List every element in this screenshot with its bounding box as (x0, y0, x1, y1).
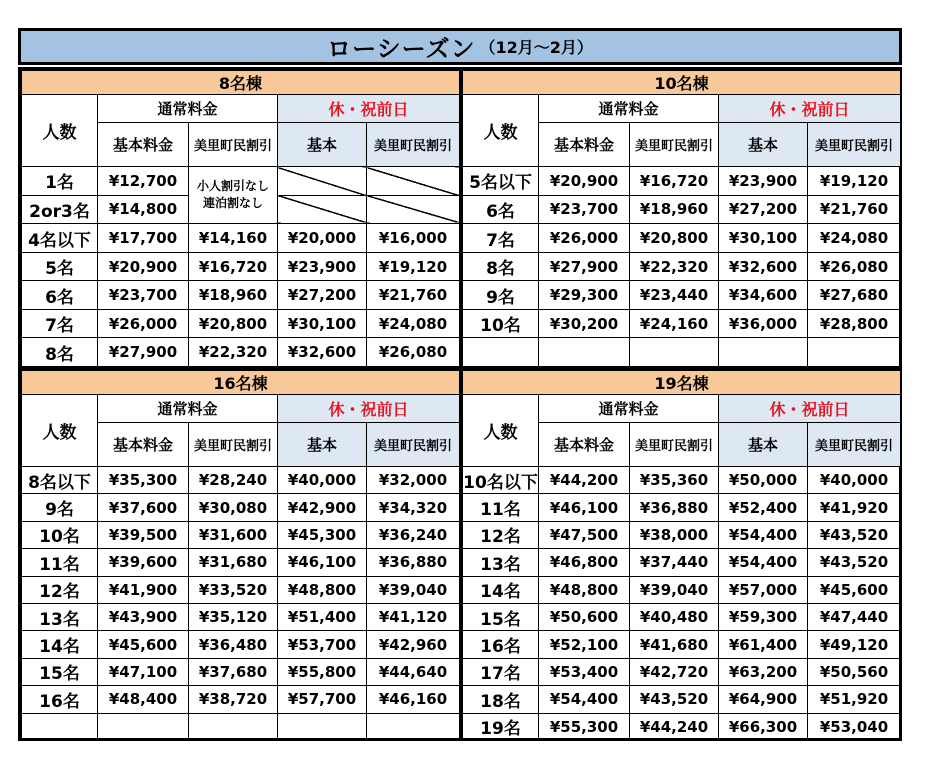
holiday-discount-cell: ¥24,080 (367, 309, 460, 338)
persons-cell: 8名 (22, 338, 98, 367)
rate-table (21, 70, 460, 367)
persons-cell: 7名 (463, 224, 539, 253)
persons-cell: 10名以下 (463, 467, 539, 494)
base-fee-cell: ¥27,900 (539, 252, 630, 281)
base-fee-cell: ¥47,100 (98, 658, 189, 685)
holiday-base-cell: ¥23,900 (278, 252, 367, 281)
persons-cell: 13名 (22, 603, 98, 630)
holiday-base-cell (719, 338, 808, 367)
holiday-base-cell: ¥20,000 (278, 224, 367, 253)
holiday-discount-header: 美里町民割引 (808, 123, 901, 167)
header-row (22, 95, 460, 123)
discount-cell: ¥18,960 (189, 281, 278, 310)
holiday-discount-cell: ¥28,800 (808, 309, 901, 338)
persons-cell: 14名 (463, 576, 539, 603)
table-row (463, 713, 901, 740)
discount-cell: ¥38,000 (630, 521, 719, 548)
holiday-discount-cell: ¥24,080 (808, 224, 901, 253)
table-row (22, 467, 460, 494)
table-row (463, 338, 901, 367)
table-row (22, 167, 460, 196)
base-fee-cell: ¥43,900 (98, 603, 189, 630)
discount-cell: ¥42,720 (630, 658, 719, 685)
discount-cell: ¥31,600 (189, 521, 278, 548)
base-fee-cell: ¥39,500 (98, 521, 189, 548)
table-row (463, 309, 901, 338)
base-fee-cell: ¥17,700 (98, 224, 189, 253)
season-title (18, 28, 902, 65)
discount-cell: ¥39,040 (630, 576, 719, 603)
persons-cell (22, 713, 98, 740)
discount-cell (189, 713, 278, 740)
base-fee-cell: ¥48,800 (539, 576, 630, 603)
discount-cell: ¥35,120 (189, 603, 278, 630)
discount-cell: ¥44,240 (630, 713, 719, 740)
base-fee-cell: ¥41,900 (98, 576, 189, 603)
holiday-discount-cell: ¥47,440 (808, 603, 901, 630)
persons-cell: 18名 (463, 686, 539, 713)
discount-cell: ¥22,320 (189, 338, 278, 367)
holiday-discount-cell: ¥53,040 (808, 713, 901, 740)
table-row (22, 252, 460, 281)
persons-cell: 15名 (22, 658, 98, 685)
holiday-base-cell: ¥59,300 (719, 603, 808, 630)
persons-cell: 13名 (463, 549, 539, 576)
table-row (463, 224, 901, 253)
holiday-discount-cell: ¥51,920 (808, 686, 901, 713)
rate-table (462, 370, 901, 741)
block-name-row (22, 371, 460, 395)
persons-cell: 12名 (22, 576, 98, 603)
base-fee-cell: ¥26,000 (539, 224, 630, 253)
discount-cell: ¥20,800 (630, 224, 719, 253)
table-row (22, 658, 460, 685)
block-name-row (463, 371, 901, 395)
base-fee-cell: ¥54,400 (539, 686, 630, 713)
header-row (463, 95, 901, 123)
table-row (463, 467, 901, 494)
discount-cell: ¥16,720 (630, 167, 719, 196)
block-name: 19名棟 (463, 371, 901, 395)
base-fee-cell: ¥50,600 (539, 603, 630, 630)
holiday-base-cell: ¥36,000 (719, 309, 808, 338)
holiday-discount-cell (367, 167, 460, 196)
holiday-discount-cell: ¥49,120 (808, 631, 901, 658)
discount-cell: ¥30,080 (189, 494, 278, 521)
holiday-base-cell: ¥32,600 (278, 338, 367, 367)
holiday-base-cell: ¥53,700 (278, 631, 367, 658)
table-row (463, 281, 901, 310)
base-fee-header: 基本料金 (539, 123, 630, 167)
table-row (22, 549, 460, 576)
base-fee-cell: ¥20,900 (539, 167, 630, 196)
discount-cell: ¥37,680 (189, 658, 278, 685)
persons-cell: 12名 (463, 521, 539, 548)
persons-header: 人数 (463, 395, 539, 467)
holiday-base-cell: ¥30,100 (278, 309, 367, 338)
holiday-discount-cell: ¥19,120 (808, 167, 901, 196)
base-fee-cell: ¥55,300 (539, 713, 630, 740)
holiday-base-cell: ¥27,200 (719, 195, 808, 224)
table-row (463, 252, 901, 281)
holiday-discount-cell (808, 338, 901, 367)
discount-cell: ¥36,480 (189, 631, 278, 658)
holiday-base-cell: ¥23,900 (719, 167, 808, 196)
base-fee-cell: ¥26,000 (98, 309, 189, 338)
table-row (22, 338, 460, 367)
base-fee-cell (539, 338, 630, 367)
persons-cell: 5名以下 (463, 167, 539, 196)
discount-cell: ¥41,680 (630, 631, 719, 658)
holiday-discount-header: 美里町民割引 (367, 423, 460, 467)
base-fee-cell: ¥37,600 (98, 494, 189, 521)
base-fee-cell (98, 713, 189, 740)
normal-rate-header: 通常料金 (539, 95, 719, 123)
holiday-base-header: 基本 (719, 423, 808, 467)
discount-cell: ¥40,480 (630, 603, 719, 630)
base-fee-cell: ¥20,900 (98, 252, 189, 281)
persons-cell: 6名 (22, 281, 98, 310)
holiday-base-cell: ¥51,400 (278, 603, 367, 630)
holiday-base-header: 基本 (719, 123, 808, 167)
holiday-discount-header: 美里町民割引 (808, 423, 901, 467)
persons-cell: 1名 (22, 167, 98, 196)
block-8-person-lodge (21, 70, 459, 367)
table-row (22, 576, 460, 603)
holiday-discount-cell: ¥43,520 (808, 549, 901, 576)
discount-header: 美里町民割引 (189, 123, 278, 167)
holiday-discount-cell: ¥36,880 (367, 549, 460, 576)
title-period: （12月〜2月） (479, 38, 593, 57)
holiday-discount-cell: ¥41,120 (367, 603, 460, 630)
discount-cell: ¥18,960 (630, 195, 719, 224)
base-fee-cell: ¥14,800 (98, 195, 189, 224)
discount-header: 美里町民割引 (189, 423, 278, 467)
block-name: 16名棟 (22, 371, 460, 395)
table-row (463, 195, 901, 224)
normal-rate-header: 通常料金 (98, 395, 278, 423)
table-row (22, 713, 460, 740)
holiday-base-cell: ¥57,000 (719, 576, 808, 603)
holiday-discount-cell (367, 713, 460, 740)
table-row (22, 281, 460, 310)
holiday-base-cell (278, 167, 367, 196)
base-fee-cell: ¥53,400 (539, 658, 630, 685)
holiday-discount-cell: ¥41,920 (808, 494, 901, 521)
holiday-base-cell (278, 195, 367, 224)
persons-cell: 9名 (463, 281, 539, 310)
holiday-base-cell: ¥55,800 (278, 658, 367, 685)
header-row (22, 395, 460, 423)
discount-cell: ¥37,440 (630, 549, 719, 576)
persons-cell: 17名 (463, 658, 539, 685)
rate-table (21, 370, 460, 741)
holiday-base-cell: ¥54,400 (719, 549, 808, 576)
persons-cell: 14名 (22, 631, 98, 658)
base-fee-header: 基本料金 (98, 123, 189, 167)
holiday-base-cell: ¥30,100 (719, 224, 808, 253)
persons-cell: 5名 (22, 252, 98, 281)
table-row (463, 494, 901, 521)
discount-cell (630, 338, 719, 367)
persons-cell: 15名 (463, 603, 539, 630)
holiday-base-cell: ¥52,400 (719, 494, 808, 521)
table-row (463, 686, 901, 713)
header-row (463, 395, 901, 423)
holiday-base-cell: ¥63,200 (719, 658, 808, 685)
block-19-person-lodge (462, 370, 899, 738)
base-fee-cell: ¥47,500 (539, 521, 630, 548)
holiday-base-header: 基本 (278, 123, 367, 167)
base-fee-cell: ¥29,300 (539, 281, 630, 310)
holiday-discount-cell: ¥50,560 (808, 658, 901, 685)
table-row (463, 521, 901, 548)
holiday-discount-cell: ¥40,000 (808, 467, 901, 494)
holiday-base-cell: ¥54,400 (719, 521, 808, 548)
holiday-discount-cell (367, 195, 460, 224)
holiday-discount-cell: ¥39,040 (367, 576, 460, 603)
persons-header: 人数 (463, 95, 539, 167)
normal-rate-header: 通常料金 (98, 95, 278, 123)
block-10-person-lodge (462, 70, 899, 367)
persons-header: 人数 (22, 395, 98, 467)
discount-cell: ¥38,720 (189, 686, 278, 713)
holiday-base-header: 基本 (278, 423, 367, 467)
discount-cell: ¥16,720 (189, 252, 278, 281)
base-fee-header: 基本料金 (98, 423, 189, 467)
persons-cell: 11名 (22, 549, 98, 576)
persons-cell: 8名 (463, 252, 539, 281)
holiday-discount-cell: ¥32,000 (367, 467, 460, 494)
block-name-row (22, 71, 460, 95)
base-fee-cell: ¥46,800 (539, 549, 630, 576)
holiday-base-cell: ¥32,600 (719, 252, 808, 281)
normal-rate-header: 通常料金 (539, 395, 719, 423)
table-row (463, 549, 901, 576)
persons-cell: 10名 (22, 521, 98, 548)
table-row (22, 686, 460, 713)
holiday-discount-cell: ¥26,080 (808, 252, 901, 281)
holiday-base-cell: ¥61,400 (719, 631, 808, 658)
persons-cell: 4名以下 (22, 224, 98, 253)
holiday-discount-cell: ¥21,760 (367, 281, 460, 310)
discount-cell: ¥36,880 (630, 494, 719, 521)
discount-cell: ¥31,680 (189, 549, 278, 576)
block-name: 10名棟 (463, 71, 901, 95)
persons-cell: 19名 (463, 713, 539, 740)
base-fee-cell: ¥48,400 (98, 686, 189, 713)
base-fee-cell: ¥23,700 (98, 281, 189, 310)
discount-cell: ¥22,320 (630, 252, 719, 281)
holiday-base-cell: ¥57,700 (278, 686, 367, 713)
holiday-base-cell: ¥50,000 (719, 467, 808, 494)
holiday-base-cell: ¥48,800 (278, 576, 367, 603)
base-fee-header: 基本料金 (539, 423, 630, 467)
base-fee-cell: ¥45,600 (98, 631, 189, 658)
holiday-base-cell: ¥45,300 (278, 521, 367, 548)
discount-header: 美里町民割引 (630, 123, 719, 167)
base-fee-cell: ¥30,200 (539, 309, 630, 338)
block-name-row (463, 71, 901, 95)
persons-cell: 8名以下 (22, 467, 98, 494)
holiday-discount-cell: ¥43,520 (808, 521, 901, 548)
persons-cell: 16名 (22, 686, 98, 713)
holiday-discount-cell: ¥36,240 (367, 521, 460, 548)
table-row (463, 167, 901, 196)
table-row (22, 309, 460, 338)
title-main: ローシーズン (327, 35, 476, 63)
holiday-discount-cell: ¥42,960 (367, 631, 460, 658)
table-row (22, 603, 460, 630)
table-row (463, 631, 901, 658)
rate-table (462, 70, 901, 367)
table-row (22, 521, 460, 548)
persons-cell: 6名 (463, 195, 539, 224)
discount-cell: ¥23,440 (630, 281, 719, 310)
holiday-rate-header: 休・祝前日 (719, 395, 901, 423)
discount-cell: ¥35,360 (630, 467, 719, 494)
table-row (463, 603, 901, 630)
holiday-base-cell: ¥27,200 (278, 281, 367, 310)
table-row (463, 576, 901, 603)
base-fee-cell: ¥27,900 (98, 338, 189, 367)
persons-cell: 11名 (463, 494, 539, 521)
holiday-base-cell: ¥34,600 (719, 281, 808, 310)
block-16-person-lodge (21, 370, 459, 738)
holiday-discount-cell: ¥21,760 (808, 195, 901, 224)
persons-cell (463, 338, 539, 367)
base-fee-cell: ¥35,300 (98, 467, 189, 494)
discount-header: 美里町民割引 (630, 423, 719, 467)
persons-cell: 10名 (463, 309, 539, 338)
holiday-base-cell: ¥42,900 (278, 494, 367, 521)
discount-cell: ¥43,520 (630, 686, 719, 713)
persons-cell: 2or3名 (22, 195, 98, 224)
holiday-discount-cell: ¥16,000 (367, 224, 460, 253)
holiday-discount-cell: ¥46,160 (367, 686, 460, 713)
persons-header: 人数 (22, 95, 98, 167)
persons-cell: 9名 (22, 494, 98, 521)
discount-cell: ¥14,160 (189, 224, 278, 253)
base-fee-cell: ¥52,100 (539, 631, 630, 658)
base-fee-cell: ¥44,200 (539, 467, 630, 494)
no-discount-note: 小人割引なし 連泊割なし (189, 167, 278, 224)
base-fee-cell: ¥12,700 (98, 167, 189, 196)
base-fee-cell: ¥23,700 (539, 195, 630, 224)
holiday-discount-cell: ¥45,600 (808, 576, 901, 603)
discount-cell: ¥28,240 (189, 467, 278, 494)
holiday-discount-cell: ¥19,120 (367, 252, 460, 281)
holiday-base-cell: ¥64,900 (719, 686, 808, 713)
discount-cell: ¥20,800 (189, 309, 278, 338)
discount-cell: ¥33,520 (189, 576, 278, 603)
holiday-discount-cell: ¥27,680 (808, 281, 901, 310)
table-row (22, 224, 460, 253)
holiday-discount-cell: ¥26,080 (367, 338, 460, 367)
table-row (22, 631, 460, 658)
persons-cell: 7名 (22, 309, 98, 338)
block-name: 8名棟 (22, 71, 460, 95)
holiday-base-cell: ¥46,100 (278, 549, 367, 576)
table-row (22, 494, 460, 521)
holiday-base-cell: ¥66,300 (719, 713, 808, 740)
table-row (463, 658, 901, 685)
holiday-base-cell (278, 713, 367, 740)
base-fee-cell: ¥46,100 (539, 494, 630, 521)
base-fee-cell: ¥39,600 (98, 549, 189, 576)
holiday-base-cell: ¥40,000 (278, 467, 367, 494)
persons-cell: 16名 (463, 631, 539, 658)
holiday-rate-header: 休・祝前日 (278, 395, 460, 423)
holiday-rate-header: 休・祝前日 (719, 95, 901, 123)
holiday-discount-cell: ¥44,640 (367, 658, 460, 685)
holiday-discount-cell: ¥34,320 (367, 494, 460, 521)
holiday-rate-header: 休・祝前日 (278, 95, 460, 123)
discount-cell: ¥24,160 (630, 309, 719, 338)
holiday-discount-header: 美里町民割引 (367, 123, 460, 167)
